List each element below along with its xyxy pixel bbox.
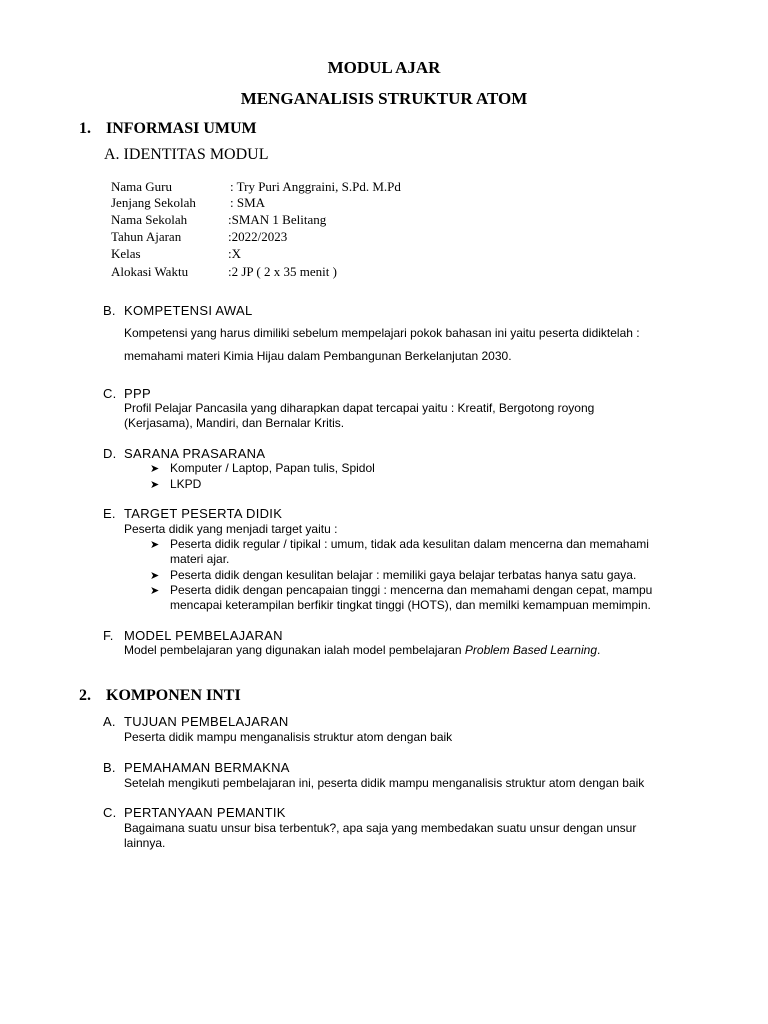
identitas-label: Nama Sekolah bbox=[111, 212, 188, 227]
identitas-label: Alokasi Waktu bbox=[111, 264, 189, 279]
target-intro: Peserta didik yang menjadi target yaitu : bbox=[124, 522, 338, 536]
identitas-label: Kelas bbox=[111, 246, 141, 261]
model-letter: F. bbox=[103, 628, 114, 643]
ppp-letter: C. bbox=[103, 386, 117, 401]
identitas-value: :2 JP ( 2 x 35 menit ) bbox=[228, 264, 337, 279]
section1-heading: INFORMASI UMUM bbox=[106, 120, 257, 137]
identitas-value: :SMAN 1 Belitang bbox=[228, 212, 327, 227]
ppp-text-line1: Profil Pelajar Pancasila yang diharapkan dapat tercapai yaitu : Kreatif, Bergotong royong bbox=[124, 401, 595, 415]
kompetensi-heading: KOMPETENSI AWAL bbox=[124, 303, 253, 318]
pertanyaan-heading: PERTANYAAN PEMANTIK bbox=[124, 805, 286, 820]
identitas-value: : SMA bbox=[230, 195, 266, 210]
identitas-value: :2022/2023 bbox=[228, 229, 288, 244]
identitas-value: : Try Puri Anggraini, S.Pd. M.Pd bbox=[230, 179, 401, 194]
ppp-heading: PPP bbox=[124, 386, 151, 401]
pemahaman-heading: PEMAHAMAN BERMAKNA bbox=[124, 760, 290, 775]
section2-number: 2. bbox=[79, 687, 91, 704]
target-item-tinggi: Peserta didik dengan pencapaian tinggi : mencerna dan memahami dengan cepat, mampu bbox=[170, 583, 653, 597]
pemahaman-text: Setelah mengikuti pembelajaran ini, peserta didik mampu menganalisis struktur atom dengan baik bbox=[124, 776, 645, 790]
tujuan-text: Peserta didik mampu menganalisis struktur atom dengan baik bbox=[124, 730, 453, 744]
arrowhead-bullet-icon: ➤ bbox=[150, 539, 160, 551]
pertanyaan-text-line1: Bagaimana suatu unsur bisa terbentuk?, apa saja yang membedakan suatu unsur dengan unsur bbox=[124, 821, 637, 835]
pertanyaan-letter: C. bbox=[103, 805, 117, 820]
arrowhead-bullet-icon: ➤ bbox=[150, 479, 160, 491]
model-text bbox=[124, 643, 600, 657]
arrowhead-bullet-icon: ➤ bbox=[150, 463, 160, 475]
identitas-label: Nama Guru bbox=[111, 179, 173, 194]
identitas-heading: A. IDENTITAS MODUL bbox=[104, 146, 269, 163]
model-text-main: Model pembelajaran yang digunakan ialah model pembelajaran bbox=[124, 643, 465, 657]
identitas-value: :X bbox=[228, 246, 241, 261]
section1-number: 1. bbox=[79, 120, 91, 137]
identitas-label: Tahun Ajaran bbox=[111, 229, 182, 244]
target-item-regular-cont: materi ajar. bbox=[170, 552, 230, 566]
kompetensi-letter: B. bbox=[103, 303, 116, 318]
pemahaman-letter: B. bbox=[103, 760, 116, 775]
model-text-end: . bbox=[597, 643, 601, 657]
sarana-item: LKPD bbox=[170, 477, 202, 491]
target-item-tinggi-cont: mencapai keterampilan berfikir tingkat tinggi (HOTS), dan memilki kemampuan memimpin. bbox=[170, 598, 651, 612]
target-item-kesulitan: Peserta didik dengan kesulitan belajar : memiliki gaya belajar terbatas hanya satu gaya. bbox=[170, 568, 637, 582]
sarana-letter: D. bbox=[103, 446, 117, 461]
target-letter: E. bbox=[103, 506, 116, 521]
document-title: MODUL AJAR bbox=[327, 58, 441, 77]
section2-heading: KOMPONEN INTI bbox=[106, 687, 241, 704]
tujuan-letter: A. bbox=[103, 714, 116, 729]
document-subtitle: MENGANALISIS STRUKTUR ATOM bbox=[240, 89, 528, 108]
arrowhead-bullet-icon: ➤ bbox=[150, 570, 160, 582]
model-text-italic: Problem Based Learning bbox=[464, 643, 597, 657]
sarana-item: Komputer / Laptop, Papan tulis, Spidol bbox=[170, 461, 375, 475]
pertanyaan-text-line2: lainnya. bbox=[124, 836, 166, 850]
tujuan-heading: TUJUAN PEMBELAJARAN bbox=[124, 714, 289, 729]
target-item-regular: Peserta didik regular / tipikal : umum, tidak ada kesulitan dalam mencerna dan memahami bbox=[170, 537, 649, 551]
identitas-label: Jenjang Sekolah bbox=[111, 195, 196, 210]
ppp-text-line2: (Kerjasama), Mandiri, dan Bernalar Kritis. bbox=[124, 416, 345, 430]
target-heading: TARGET PESERTA DIDIK bbox=[124, 506, 283, 521]
arrowhead-bullet-icon: ➤ bbox=[150, 585, 160, 597]
sarana-heading: SARANA PRASARANA bbox=[124, 446, 266, 461]
kompetensi-text-line2: memahami materi Kimia Hijau dalam Pembangunan Berkelanjutan 2030. bbox=[124, 349, 512, 363]
kompetensi-text-line1: Kompetensi yang harus dimiliki sebelum mempelajari pokok bahasan ini yaitu peserta didiktelah : bbox=[124, 326, 640, 340]
model-heading: MODEL PEMBELAJARAN bbox=[124, 628, 283, 643]
